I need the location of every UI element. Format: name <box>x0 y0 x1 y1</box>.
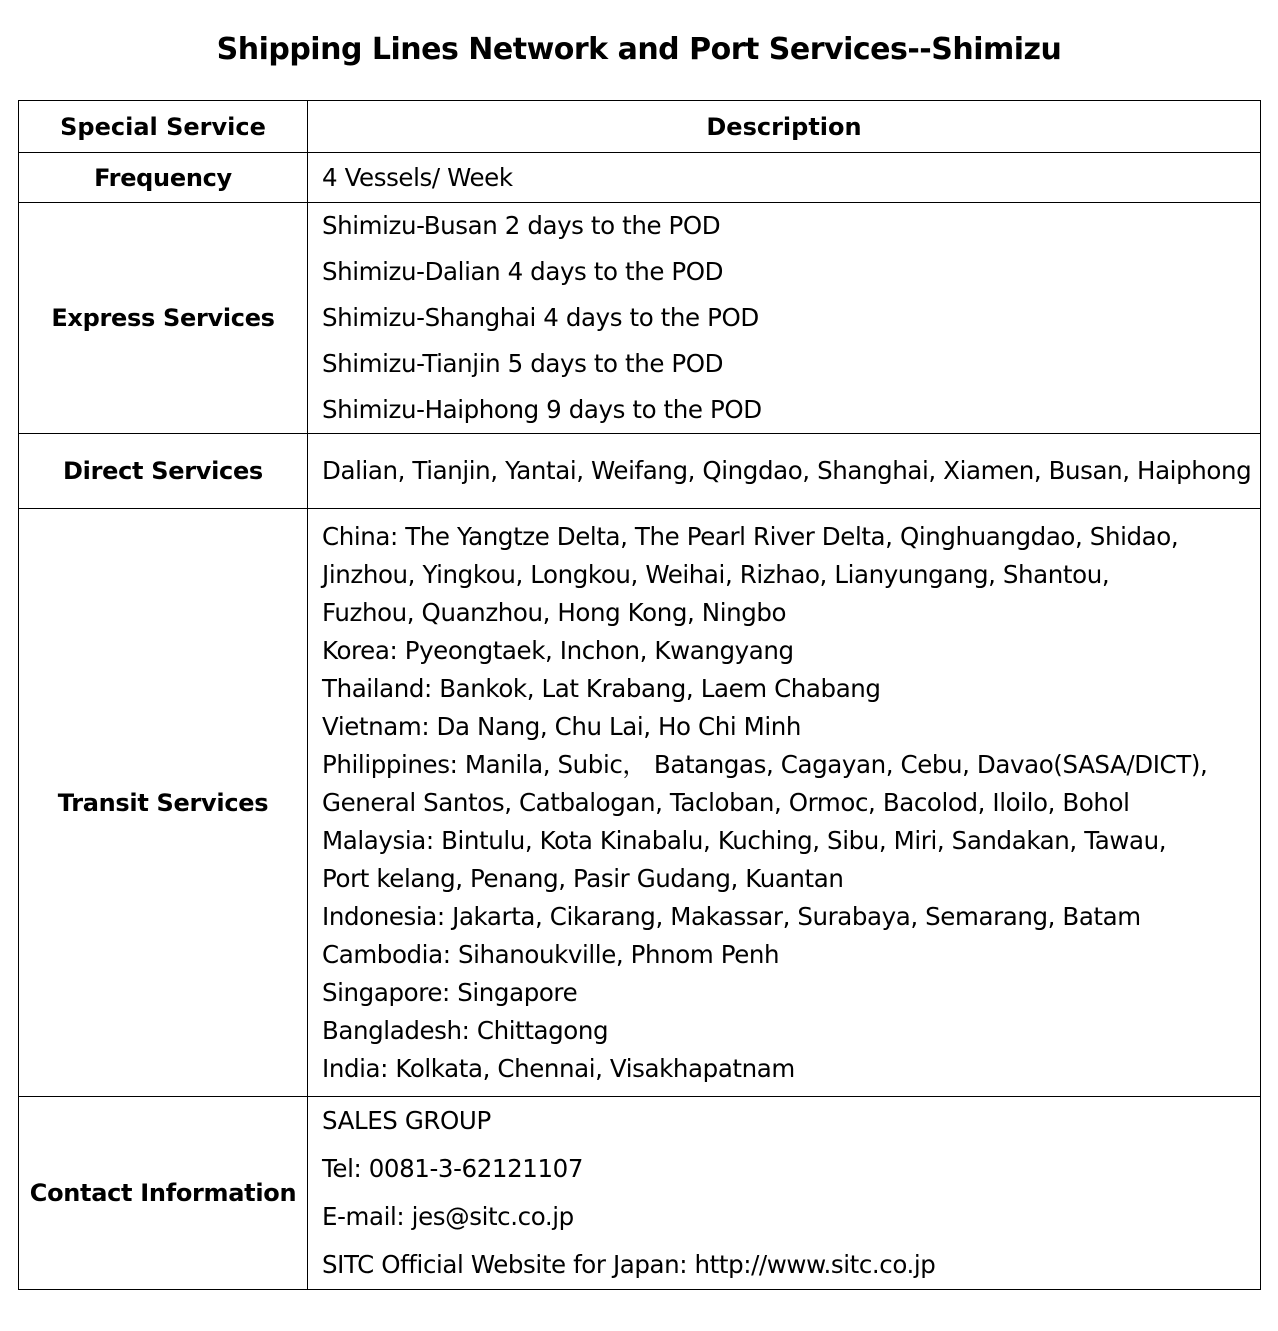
direct-label: Direct Services <box>19 434 308 509</box>
express-description <box>308 203 1261 434</box>
express-line: Shimizu-Shanghai 4 days to the POD <box>322 303 759 332</box>
contact-tel: Tel: 0081-3-62121107 <box>322 1154 584 1183</box>
contact-label: Contact Information <box>19 1097 308 1290</box>
direct-description: Dalian, Tianjin, Yantai, Weifang, Qingdao, Shanghai, Xiamen, Busan, Haiphong <box>308 434 1261 509</box>
table-row-contact <box>19 1097 1261 1290</box>
table-row-transit <box>19 509 1261 1097</box>
table-header-row <box>19 101 1261 153</box>
transit-line: Singapore: Singapore <box>322 977 578 1007</box>
transit-line: Philippines: Manila, Subic， Batangas, Cagayan, Cebu, Davao(SASA/DICT), <box>322 749 1208 779</box>
contact-email: E-mail: jes@sitc.co.jp <box>322 1202 574 1231</box>
frequency-value: 4 Vessels/ Week <box>308 153 1261 203</box>
contact-description <box>308 1097 1261 1290</box>
header-description: Description <box>308 101 1261 153</box>
services-table <box>18 100 1261 1290</box>
express-line: Shimizu-Busan 2 days to the POD <box>322 211 721 240</box>
express-line: Shimizu-Dalian 4 days to the POD <box>322 257 724 286</box>
transit-line: Bangladesh: Chittagong <box>322 1015 609 1045</box>
express-label: Express Services <box>19 203 308 434</box>
transit-line: China: The Yangtze Delta, The Pearl River Delta, Qinghuangdao, Shidao, <box>322 521 1179 551</box>
contact-website: SITC Official Website for Japan: http://www.sitc.co.jp <box>322 1250 936 1279</box>
transit-line: Korea: Pyeongtaek, Inchon, Kwangyang <box>322 635 794 665</box>
transit-line: Thailand: Bankok, Lat Krabang, Laem Chabang <box>322 673 881 703</box>
transit-line: Cambodia: Sihanoukville, Phnom Penh <box>322 939 780 969</box>
transit-line: Jinzhou, Yingkou, Longkou, Weihai, Rizhao, Lianyungang, Shantou, <box>322 559 1110 589</box>
express-line: Shimizu-Haiphong 9 days to the POD <box>322 395 762 424</box>
table-row-express <box>19 203 1261 434</box>
transit-line: Vietnam: Da Nang, Chu Lai, Ho Chi Minh <box>322 711 802 741</box>
page-title: Shipping Lines Network and Port Services--Shimizu <box>216 32 1062 67</box>
header-special-service: Special Service <box>19 101 308 153</box>
express-line: Shimizu-Tianjin 5 days to the POD <box>322 349 724 378</box>
transit-description <box>308 509 1261 1097</box>
contact-group: SALES GROUP <box>322 1106 491 1135</box>
frequency-label: Frequency <box>19 153 308 203</box>
table-row-direct <box>19 434 1261 509</box>
transit-line: Fuzhou, Quanzhou, Hong Kong, Ningbo <box>322 597 787 627</box>
transit-line: India: Kolkata, Chennai, Visakhapatnam <box>322 1053 795 1083</box>
transit-line: Malaysia: Bintulu, Kota Kinabalu, Kuching, Sibu, Miri, Sandakan, Tawau, <box>322 825 1167 855</box>
transit-line: Indonesia: Jakarta, Cikarang, Makassar, Surabaya, Semarang, Batam <box>322 901 1141 931</box>
transit-line: Port kelang, Penang, Pasir Gudang, Kuantan <box>322 863 844 893</box>
table-row-frequency <box>19 153 1261 203</box>
transit-label: Transit Services <box>19 509 308 1097</box>
transit-line: General Santos, Catbalogan, Tacloban, Ormoc, Bacolod, Iloilo, Bohol <box>322 787 1130 817</box>
